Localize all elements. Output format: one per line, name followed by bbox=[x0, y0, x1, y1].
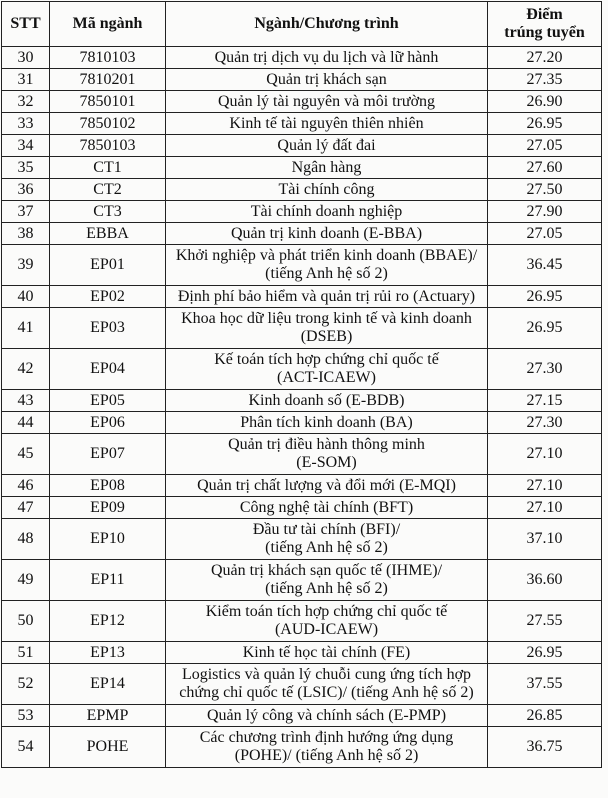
header-score bbox=[488, 2, 602, 47]
table-row bbox=[2, 705, 602, 727]
cell-code: EP03 bbox=[50, 308, 166, 349]
cell-score: 36.60 bbox=[488, 560, 602, 601]
table-row bbox=[2, 286, 602, 308]
program-name-line: Kinh tế tài nguyên thiên nhiên bbox=[229, 114, 424, 132]
table-row bbox=[2, 727, 602, 768]
table-header-row bbox=[2, 2, 602, 47]
cell-stt: 33 bbox=[2, 113, 50, 135]
table-row bbox=[2, 412, 602, 434]
program-name-line: Kiểm toán tích hợp chứng chỉ quốc tế bbox=[205, 603, 448, 620]
table-row bbox=[2, 157, 602, 179]
program-name-line: chứng chỉ quốc tế (LSIC)/ (tiếng Anh hệ số 2) bbox=[179, 684, 474, 701]
program-name-line: (E-SOM) bbox=[296, 454, 357, 471]
table-row bbox=[2, 434, 602, 475]
cell-program bbox=[166, 113, 488, 135]
cell-stt: 50 bbox=[2, 601, 50, 642]
program-name-line: Đầu tư tài chính (BFI)/ bbox=[252, 521, 401, 538]
cell-program bbox=[166, 223, 488, 245]
cell-code: EP07 bbox=[50, 434, 166, 475]
cell-score: 27.10 bbox=[488, 497, 602, 519]
program-name-line: Quản trị dịch vụ du lịch và lữ hành bbox=[214, 48, 439, 66]
cell-program bbox=[166, 135, 488, 157]
table-row bbox=[2, 349, 602, 390]
table-row bbox=[2, 201, 602, 223]
cell-program bbox=[166, 705, 488, 727]
header-score-line1: Điểm bbox=[526, 6, 563, 23]
table-row bbox=[2, 390, 602, 412]
cell-stt: 41 bbox=[2, 308, 50, 349]
cell-code: CT3 bbox=[50, 201, 166, 223]
table-row bbox=[2, 642, 602, 664]
cell-score: 27.10 bbox=[488, 434, 602, 475]
cell-score: 26.95 bbox=[488, 286, 602, 308]
header-code: Mã ngành bbox=[50, 2, 166, 47]
program-name-line: Tài chính công bbox=[278, 180, 375, 198]
cell-program bbox=[166, 179, 488, 201]
table-row bbox=[2, 91, 602, 113]
cell-code: EP06 bbox=[50, 412, 166, 434]
cell-stt: 51 bbox=[2, 642, 50, 664]
cell-code: EP08 bbox=[50, 475, 166, 497]
cell-stt: 46 bbox=[2, 475, 50, 497]
cell-code: EP05 bbox=[50, 390, 166, 412]
program-name-line: Khởi nghiệp và phát triển kinh doanh (BBAE)/ bbox=[175, 247, 478, 264]
table-row bbox=[2, 601, 602, 642]
cell-score: 27.30 bbox=[488, 349, 602, 390]
table-row bbox=[2, 664, 602, 705]
table-row bbox=[2, 245, 602, 286]
program-name-line: Quản lý đất đai bbox=[277, 136, 376, 154]
program-name-line: Kế toán tích hợp chứng chỉ quốc tế bbox=[214, 351, 439, 368]
cell-stt: 49 bbox=[2, 560, 50, 601]
program-name-line: Công nghệ tài chính (BFT) bbox=[239, 498, 414, 516]
program-name-line: Quản trị chất lượng và đổi mới (E-MQI) bbox=[197, 476, 456, 494]
program-name-line: (tiếng Anh hệ số 2) bbox=[265, 265, 388, 282]
cell-program bbox=[166, 201, 488, 223]
program-name-line: (POHE)/ (tiếng Anh hệ số 2) bbox=[234, 747, 419, 764]
cell-program bbox=[166, 642, 488, 664]
program-name-line: Quản trị khách sạn bbox=[266, 70, 387, 88]
program-name-line: Tài chính doanh nghiệp bbox=[250, 202, 403, 220]
program-name-line: Các chương trình định hướng ứng dụng bbox=[199, 729, 454, 746]
table-row bbox=[2, 47, 602, 69]
cell-stt: 35 bbox=[2, 157, 50, 179]
cell-program bbox=[166, 412, 488, 434]
cell-program bbox=[166, 245, 488, 286]
program-name-line: Ngân hàng bbox=[291, 158, 362, 176]
cell-stt: 47 bbox=[2, 497, 50, 519]
table-row bbox=[2, 135, 602, 157]
cell-code: EP04 bbox=[50, 349, 166, 390]
cell-code: EP10 bbox=[50, 519, 166, 560]
header-program: Ngành/Chương trình bbox=[166, 2, 488, 47]
program-name-line: Quản lý tài nguyên và môi trường bbox=[217, 92, 436, 110]
cell-stt: 32 bbox=[2, 91, 50, 113]
cell-code: EP12 bbox=[50, 601, 166, 642]
program-name-line: (AUD-ICAEW) bbox=[274, 621, 379, 638]
program-name-line: Khoa học dữ liệu trong kinh tế và kinh doanh bbox=[181, 310, 472, 327]
cell-program bbox=[166, 497, 488, 519]
cell-stt: 39 bbox=[2, 245, 50, 286]
program-name-line: Định phí bảo hiểm và quản trị rủi ro (Actuary) bbox=[177, 287, 476, 305]
cell-score: 36.75 bbox=[488, 727, 602, 768]
cell-score: 27.20 bbox=[488, 47, 602, 69]
cell-code: 7850101 bbox=[50, 91, 166, 113]
cell-stt: 42 bbox=[2, 349, 50, 390]
cell-code: CT1 bbox=[50, 157, 166, 179]
cell-code: EP09 bbox=[50, 497, 166, 519]
program-name-line: Logistics và quản lý chuỗi cung ứng tích hợp bbox=[181, 666, 472, 683]
program-name-line: Kinh doanh số (E-BDB) bbox=[248, 391, 405, 409]
cell-score: 26.95 bbox=[488, 113, 602, 135]
admission-scores-table bbox=[1, 1, 602, 768]
cell-stt: 40 bbox=[2, 286, 50, 308]
cell-score: 26.95 bbox=[488, 642, 602, 664]
cell-program bbox=[166, 286, 488, 308]
program-name-line: Quản trị điều hành thông minh bbox=[228, 436, 425, 453]
cell-program bbox=[166, 601, 488, 642]
cell-stt: 37 bbox=[2, 201, 50, 223]
cell-score: 27.60 bbox=[488, 157, 602, 179]
program-name-line: Quản lý công và chính sách (E-PMP) bbox=[206, 706, 447, 724]
program-name-line: (ACT-ICAEW) bbox=[277, 369, 376, 386]
cell-program bbox=[166, 727, 488, 768]
cell-score: 27.50 bbox=[488, 179, 602, 201]
table-row bbox=[2, 223, 602, 245]
cell-program bbox=[166, 664, 488, 705]
cell-stt: 31 bbox=[2, 69, 50, 91]
cell-program bbox=[166, 91, 488, 113]
table-body bbox=[2, 47, 602, 768]
program-name-line: (DSEB) bbox=[300, 328, 353, 345]
table-row bbox=[2, 497, 602, 519]
program-name-line: Quản trị khách sạn quốc tế (IHME)/ bbox=[210, 562, 443, 579]
program-name-line: Phân tích kinh doanh (BA) bbox=[240, 413, 413, 431]
cell-score: 26.95 bbox=[488, 308, 602, 349]
cell-code: EPMP bbox=[50, 705, 166, 727]
cell-code: EP14 bbox=[50, 664, 166, 705]
cell-stt: 53 bbox=[2, 705, 50, 727]
cell-stt: 48 bbox=[2, 519, 50, 560]
cell-program bbox=[166, 560, 488, 601]
cell-code: 7810103 bbox=[50, 47, 166, 69]
cell-program bbox=[166, 69, 488, 91]
table-row bbox=[2, 560, 602, 601]
table-row bbox=[2, 69, 602, 91]
program-name-line: Quản trị kinh doanh (E-BBA) bbox=[230, 224, 423, 242]
cell-score: 27.05 bbox=[488, 135, 602, 157]
cell-score: 36.45 bbox=[488, 245, 602, 286]
header-score-line2: trúng tuyển bbox=[504, 24, 585, 41]
cell-code: EP11 bbox=[50, 560, 166, 601]
cell-score: 27.55 bbox=[488, 601, 602, 642]
cell-stt: 30 bbox=[2, 47, 50, 69]
cell-program bbox=[166, 157, 488, 179]
table-row bbox=[2, 475, 602, 497]
cell-score: 27.05 bbox=[488, 223, 602, 245]
cell-score: 26.85 bbox=[488, 705, 602, 727]
table-row bbox=[2, 519, 602, 560]
cell-stt: 34 bbox=[2, 135, 50, 157]
program-name-line: (tiếng Anh hệ số 2) bbox=[265, 539, 388, 556]
cell-program bbox=[166, 47, 488, 69]
cell-program bbox=[166, 475, 488, 497]
cell-score: 37.55 bbox=[488, 664, 602, 705]
cell-program bbox=[166, 349, 488, 390]
program-name-line: Kinh tế học tài chính (FE) bbox=[242, 643, 411, 661]
table-row bbox=[2, 308, 602, 349]
cell-code: EBBA bbox=[50, 223, 166, 245]
cell-code: 7850103 bbox=[50, 135, 166, 157]
table-row bbox=[2, 179, 602, 201]
program-name-line: (tiếng Anh hệ số 2) bbox=[265, 580, 388, 597]
cell-stt: 54 bbox=[2, 727, 50, 768]
cell-stt: 38 bbox=[2, 223, 50, 245]
cell-score: 27.90 bbox=[488, 201, 602, 223]
cell-stt: 52 bbox=[2, 664, 50, 705]
table-row bbox=[2, 113, 602, 135]
cell-code: EP02 bbox=[50, 286, 166, 308]
cell-program bbox=[166, 434, 488, 475]
cell-code: CT2 bbox=[50, 179, 166, 201]
cell-stt: 44 bbox=[2, 412, 50, 434]
cell-stt: 36 bbox=[2, 179, 50, 201]
cell-score: 37.10 bbox=[488, 519, 602, 560]
cell-score: 27.10 bbox=[488, 475, 602, 497]
cell-code: EP01 bbox=[50, 245, 166, 286]
cell-score: 26.90 bbox=[488, 91, 602, 113]
cell-code: EP13 bbox=[50, 642, 166, 664]
cell-program bbox=[166, 308, 488, 349]
cell-program bbox=[166, 390, 488, 412]
cell-code: 7850102 bbox=[50, 113, 166, 135]
cell-score: 27.15 bbox=[488, 390, 602, 412]
cell-score: 27.35 bbox=[488, 69, 602, 91]
cell-stt: 43 bbox=[2, 390, 50, 412]
cell-code: POHE bbox=[50, 727, 166, 768]
cell-code: 7810201 bbox=[50, 69, 166, 91]
cell-score: 27.30 bbox=[488, 412, 602, 434]
cell-stt: 45 bbox=[2, 434, 50, 475]
cell-program bbox=[166, 519, 488, 560]
header-stt: STT bbox=[2, 2, 50, 47]
